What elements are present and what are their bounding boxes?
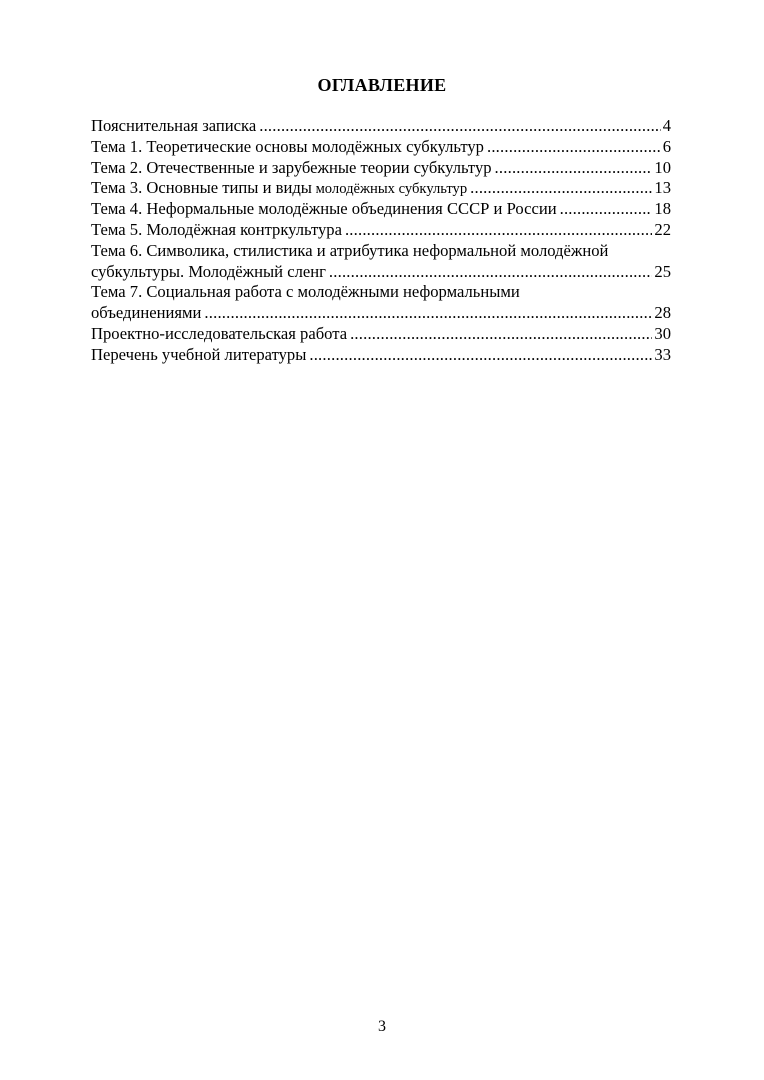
toc-entry-project-work[interactable] [91,324,671,345]
toc-entry-title-line1: Тема 6. Символика, стилистика и атрибутика неформальной молодёжной [91,240,609,260]
toc-entry-title-line2: объединениями [91,303,202,323]
toc-entry-page: 18 [654,199,671,219]
toc-entry-title-main: Тема 3. Основные типы и виды [91,178,312,198]
toc-entry-page: 13 [654,178,671,198]
toc-entry-page: 22 [654,219,671,239]
dot-leader [309,345,652,366]
toc-entry-topic-3[interactable] [91,178,671,199]
toc-entry-title: Пояснительная записка [91,116,257,135]
toc-entry-explanatory-note[interactable] [91,116,671,137]
dot-leader [204,303,652,324]
toc-entry-title-line2: субкультуры. Молодёжный сленг [91,261,326,281]
toc-entry-topic-5[interactable] [91,220,671,241]
toc-entry-title: Перечень учебной литературы [91,344,307,364]
toc-entry-page: 6 [662,136,671,156]
table-of-contents [91,116,671,366]
dot-leader [470,178,652,199]
toc-entry-title: Тема 2. Отечественные и зарубежные теории субкультур [91,157,492,177]
toc-entry-title: Тема 5. Молодёжная контркультура [91,219,342,239]
toc-entry-title [91,178,467,200]
dot-leader [259,116,660,137]
page-number: 3 [378,1018,386,1035]
toc-entry-title: Тема 1. Теоретические основы молодёжных субкультур [91,136,484,156]
dot-leader [487,137,661,158]
toc-entry-topic-4[interactable] [91,199,671,220]
toc-entry-page: 28 [654,303,671,323]
toc-entry-topic-6[interactable] [91,241,671,283]
toc-entry-topic-2[interactable] [91,158,671,179]
toc-entry-title-line1: Тема 7. Социальная работа с молодёжными неформальными [91,282,520,302]
dot-leader [560,199,653,220]
toc-entry-page: 10 [654,157,671,177]
toc-entry-page: 33 [654,344,671,364]
dot-leader [329,262,653,283]
toc-entry-page: 4 [662,116,671,135]
toc-entry-title: Проектно-исследовательская работа [91,323,348,343]
toc-entry-page: 30 [654,323,671,343]
toc-entry-topic-1[interactable] [91,137,671,158]
toc-entry-title: Тема 4. Неформальные молодёжные объединения СССР и России [91,199,557,219]
toc-entry-topic-7[interactable] [91,282,671,324]
dot-leader [495,158,653,179]
toc-title: ОГЛАВЛЕНИЕ [317,75,447,95]
dot-leader [345,220,652,241]
toc-entry-literature[interactable] [91,345,671,366]
toc-entry-page: 25 [654,261,671,281]
dot-leader [350,324,652,345]
toc-entry-title-small: молодёжных субкультур [311,181,468,198]
